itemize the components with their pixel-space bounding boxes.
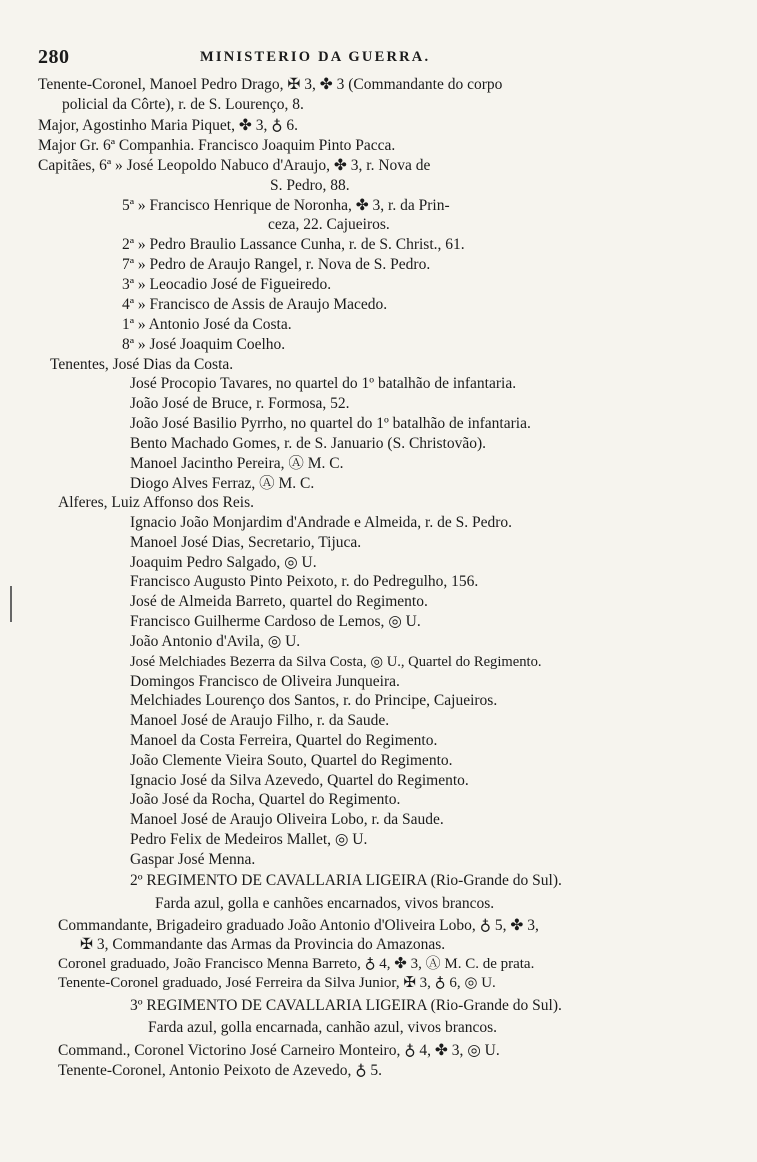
text-line: Capitães, 6ª » José Leopoldo Nabuco d'Araujo, ✤ 3, r. Nova de <box>38 157 431 174</box>
text-line: 4ª » Francisco de Assis de Araujo Macedo. <box>122 296 388 313</box>
text-line: Melchiades Lourenço dos Santos, r. do Principe, Cajueiros. <box>130 692 498 709</box>
text-line: Tenentes, José Dias da Costa. <box>50 356 234 373</box>
margin-mark <box>10 586 12 622</box>
text-line: Command., Coronel Victorino José Carneiro Monteiro, ♁ 4, ✤ 3, ◎ U. <box>58 1042 500 1059</box>
text-line: Francisco Guilherme Cardoso de Lemos, ◎ U. <box>130 613 421 630</box>
text-line: ceza, 22. Cajueiros. <box>268 216 390 233</box>
text-line: 3ª » Leocadio José de Figueiredo. <box>122 276 332 293</box>
text-line: Domingos Francisco de Oliveira Junqueira. <box>130 673 400 690</box>
uniform-description: Farda azul, golla e canhões encarnados, vivos brancos. <box>155 895 495 912</box>
text-line: Commandante, Brigadeiro graduado João Antonio d'Oliveira Lobo, ♁ 5, ✤ 3, <box>58 917 539 934</box>
text-line: 2ª » Pedro Braulio Lassance Cunha, r. de S. Christ., 61. <box>122 236 465 253</box>
text-line: Tenente-Coronel graduado, José Ferreira da Silva Junior, ✠ 3, ♁ 6, ◎ U. <box>58 975 496 991</box>
text-line: João Clemente Vieira Souto, Quartel do Regimento. <box>130 752 453 769</box>
text-line: Alferes, Luiz Affonso dos Reis. <box>58 494 255 511</box>
text-line: Manoel José Dias, Secretario, Tijuca. <box>130 534 362 551</box>
text-line: Gaspar José Menna. <box>130 851 256 868</box>
text-line: Diogo Alves Ferraz, Ⓐ M. C. <box>130 475 315 492</box>
text-line: Ignacio José da Silva Azevedo, Quartel do Regimento. <box>130 772 469 789</box>
text-line: policial da Côrte), r. de S. Lourenço, 8. <box>62 96 304 113</box>
text-line: Bento Machado Gomes, r. de S. Januario (S. Christovão). <box>130 435 487 452</box>
text-line: ✠ 3, Commandante das Armas da Provincia do Amazonas. <box>80 936 446 953</box>
text-line: José Procopio Tavares, no quartel do 1º batalhão de infantaria. <box>130 375 517 392</box>
text-line: Ignacio João Monjardim d'Andrade e Almeida, r. de S. Pedro. <box>130 514 513 531</box>
text-line: Major Gr. 6ª Companhia. Francisco Joaquim Pinto Pacca. <box>38 137 396 154</box>
text-line: Pedro Felix de Medeiros Mallet, ◎ U. <box>130 831 368 848</box>
text-line: Francisco Augusto Pinto Peixoto, r. do Pedregulho, 156. <box>130 573 479 590</box>
text-line: Major, Agostinho Maria Piquet, ✤ 3, ♁ 6. <box>38 117 299 134</box>
text-line: José Melchiades Bezerra da Silva Costa, ◎ U., Quartel do Regimento. <box>130 654 542 670</box>
page-number: 280 <box>38 46 70 68</box>
text-line: Joaquim Pedro Salgado, ◎ U. <box>130 554 317 571</box>
text-line: Tenente-Coronel, Antonio Peixoto de Azevedo, ♁ 5. <box>58 1062 383 1079</box>
text-line: 7ª » Pedro de Araujo Rangel, r. Nova de S. Pedro. <box>122 256 431 273</box>
text-line: João José Basilio Pyrrho, no quartel do 1º batalhão de infantaria. <box>130 415 531 432</box>
text-line: 5ª » Francisco Henrique de Noronha, ✤ 3, r. da Prin- <box>122 197 450 214</box>
running-title: MINISTERIO DA GUERRA. <box>200 49 431 65</box>
text-line: João Antonio d'Avila, ◎ U. <box>130 633 301 650</box>
section-heading: 3º REGIMENTO DE CAVALLARIA LIGEIRA (Rio-Grande do Sul). <box>130 997 562 1014</box>
text-line: 1ª » Antonio José da Costa. <box>122 316 292 333</box>
text-line: Coronel graduado, João Francisco Menna Barreto, ♁ 4, ✤ 3, Ⓐ M. C. de prata. <box>58 956 535 972</box>
text-line: Manoel José de Araujo Oliveira Lobo, r. da Saude. <box>130 811 444 828</box>
text-line: Tenente-Coronel, Manoel Pedro Drago, ✠ 3, ✤ 3 (Commandante do corpo <box>38 76 503 93</box>
text-line: João José de Bruce, r. Formosa, 52. <box>130 395 350 412</box>
text-line: S. Pedro, 88. <box>270 177 350 194</box>
text-line: Manoel da Costa Ferreira, Quartel do Regimento. <box>130 732 438 749</box>
section-heading: 2º REGIMENTO DE CAVALLARIA LIGEIRA (Rio-Grande do Sul). <box>130 872 562 889</box>
text-line: Manoel José de Araujo Filho, r. da Saude. <box>130 712 390 729</box>
text-line: 8ª » José Joaquim Coelho. <box>122 336 286 353</box>
text-line: José de Almeida Barreto, quartel do Regimento. <box>130 593 428 610</box>
text-line: João José da Rocha, Quartel do Regimento. <box>130 791 401 808</box>
uniform-description: Farda azul, golla encarnada, canhão azul, vivos brancos. <box>148 1019 498 1036</box>
text-line: Manoel Jacintho Pereira, Ⓐ M. C. <box>130 455 344 472</box>
